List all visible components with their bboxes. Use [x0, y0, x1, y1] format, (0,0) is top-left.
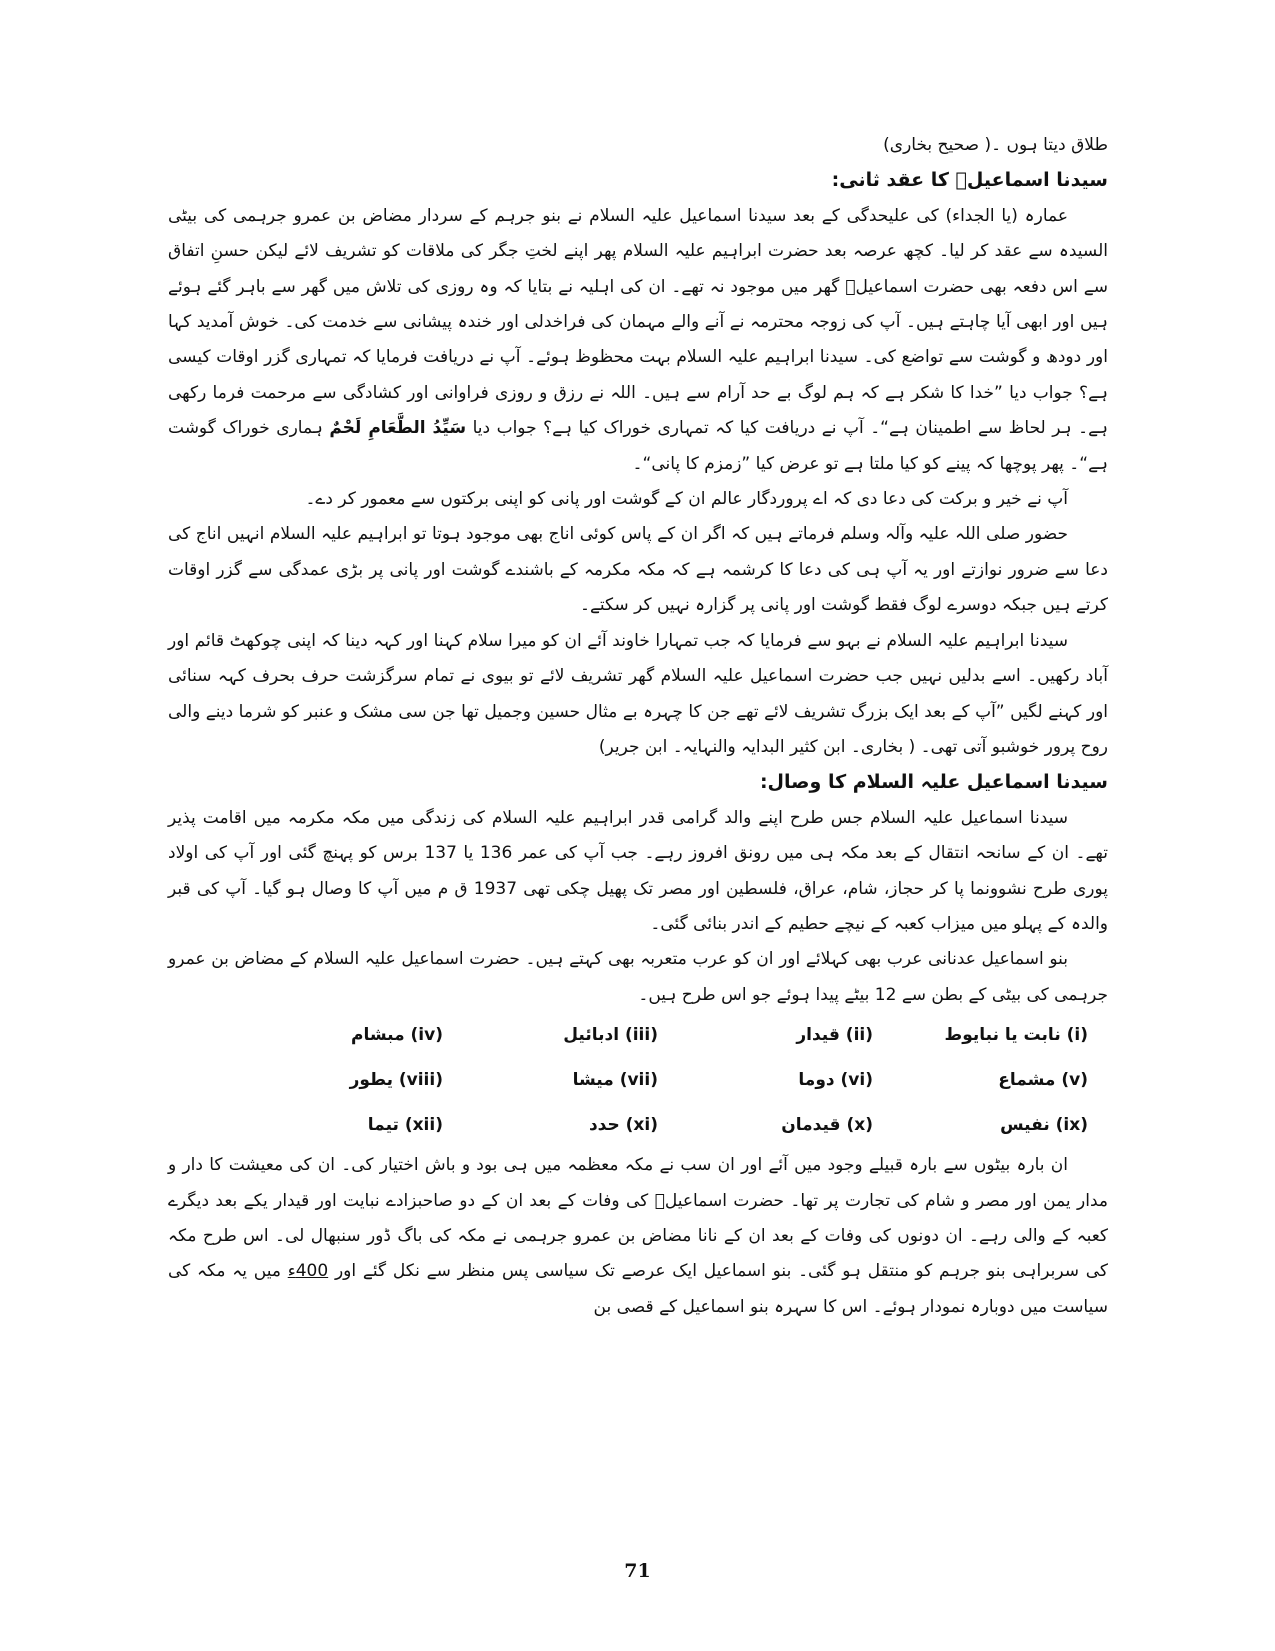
paragraph-blessing: آپ نے خیر و برکت کی دعا دی کہ اے پروردگار عالم ان کے گوشت اور پانی کو اپنی برکتوں سے معمور کر دے۔: [305, 489, 1068, 510]
citation-line: طلاق دیتا ہوں ۔( صحیح بخاری): [883, 135, 1108, 155]
list-item: (i) نابت یا نبایوط: [944, 1025, 1088, 1046]
paragraph-text: برس کو پہنچ گئی اور آپ کی اولاد پوری طرح نشوونما پا کر حجاز، شام، عراق، فلسطین اور مصر تک پھیل چکی تھی: [168, 843, 1109, 899]
year-number: 400ء: [287, 1261, 329, 1282]
paragraph-text: ہماری خوراک گوشت ہے“۔ پھر پوچھا کہ پینے کو کیا ملتا ہے تو عرض کیا ”زمزم کا پانی“۔: [168, 418, 1108, 474]
paragraph-text: عمارہ (یا الجداء) کی علیحدگی کے بعد سیدنا اسماعیل علیہ السلام نے بنو جرہم کے سردار مضاض بن عمرو جرہمی کی بیٹی السیدہ سے عقد کر لیا۔ کچھ عرصہ بعد حضرت ابراہیم علیہ السلام پھر اپنے لختِ جگر کی ملاقات کو تشریف لائے لیکن حسنِ اتفاق سے اس دفعہ بھی حضرت اسماعیلؑ گھر میں موجود نہ تھے۔ ان کی اہلیہ نے بتایا کہ وہ روزی کی تلاش میں گھر سے باہر گئے ہوئے ہیں اور ابھی آیا چاہتے ہیں۔ آپ کی زوجہ محترمہ نے آنے والے مہمان کی فراخدلی اور خندہ پیشانی سے خدمت کی۔ خوش آمدید کہا اور دودھ و گوشت سے تواضع کی۔ سیدنا ابراہیم علیہ السلام بہت محظوظ ہوئے۔ آپ نے دریافت فرمایا کہ تمہاری گزر اوقات کیسی ہے؟ جواب دیا ”خدا کا شکر ہے کہ ہم لوگ بے حد آرام سے ہیں۔ اللہ نے رزق و روزی فراوانی اور کشادگی سے مرحمت فرما رکھی ہے۔ ہر لحاظ سے اطمینان ہے“۔ آپ نے دریافت کیا کہ تمہاری خوراک کیا ہے؟ جواب دیا: [168, 205, 1109, 439]
paragraph-second-marriage: [168, 199, 1108, 482]
page-number: 71: [624, 1560, 651, 1582]
paragraph-text: یا: [456, 843, 480, 864]
paragraph-text: ان بارہ بیٹوں سے بارہ قبیلے وجود میں آئے اور ان سب نے مکہ معظمہ میں ہی بود و باش اختیار کی۔ ان کی معیشت کا دار و مدار یمن اور مصر و شام کی تجارت پر تھا۔ حضرت اسماعیلؑ کی وفات کے بعد ان کے دو صاحبزادے نبایت اور قیدار یکے بعد دیگرے کعبہ کے والی رہے۔ ان دونوں کی وفات کے بعد ان کے نانا مضاض بن عمرو جرہمی نے مکہ کی باگ ڈور سنبھال لی۔ اس طرح مکہ کی سربراہی بنو جرہم کو منتقل ہو گئی۔ بنو اسماعیل ایک عرصے تک سیاسی پس منظر سے نکل گئے اور: [168, 1155, 1109, 1282]
section-heading-second-marriage: سیدنا اسماعیلؑ کا عقد ثانی:: [831, 169, 1108, 192]
list-item: (iv) مبشام: [351, 1025, 443, 1046]
list-item: (ii) قیدار: [796, 1025, 873, 1046]
list-item: (iii) ادبائیل: [563, 1025, 658, 1046]
list-item: (vi) دوما: [798, 1070, 873, 1091]
paragraph-demise: [168, 801, 1108, 943]
sons-list: [168, 1013, 1108, 1148]
paragraph-tribes: [168, 1148, 1108, 1325]
list-item: (v) مشماع: [998, 1070, 1088, 1091]
list-item: (x) قیدمان: [781, 1115, 873, 1136]
age-number: 137: [424, 843, 457, 864]
paragraph-text: بنو اسماعیل عدنانی عرب بھی کہلائے اور ان کو عرب متعربہ بھی کہتے ہیں۔ حضرت اسماعیل علیہ السلام کے مضاض بن عمرو جرہمی کی بیٹی کے بطن سے: [168, 949, 1108, 1005]
section-heading-demise: سیدنا اسماعیل علیہ السلام کا وصال:: [759, 771, 1108, 794]
paragraph-text: بیٹے پیدا ہوئے جو اس طرح ہیں۔: [638, 984, 875, 1005]
list-item: (viii) یطور: [349, 1070, 443, 1091]
paragraph-message: سیدنا ابراہیم علیہ السلام نے بہو سے فرمایا کہ جب تمہارا خاوند آئے ان کو میرا سلام کہنا اور کہہ دینا کہ اپنی چوکھٹ قائم اور آباد رکھیں۔ اسے بدلیں نہیں جب حضرت اسماعیل علیہ السلام گھر تشریف لائے تو بیوی نے تمام سرگزشت حرف بحرف کہہ سنائی اور کہنے لگیں ”آپ کے بعد ایک بزرگ تشریف لائے تھے جن کا چہرہ بے مثال حسین وجمیل تھا جن سی مشک و عنبر کو شرما دینے والی روح پرور خوشبو آتی تھی۔ ( بخاری۔ ابن کثیر البدایہ والنہایہ۔ ابن جریر): [168, 630, 1108, 757]
sons-count: 12: [874, 984, 897, 1005]
page-body: [168, 128, 1108, 1325]
list-item: (xii) تیما: [367, 1115, 443, 1136]
year-number: 1937: [473, 878, 518, 899]
arabic-quote: سَیِّدُ الطَّعَامِ لَحْمٌ: [329, 418, 467, 439]
paragraph-text: ق م میں آپ کا وصال ہو گیا۔ آپ کی قبر والدہ کے پہلو میں میزاب کعبہ کے نیچے حطیم کے اندر بنائی گئی۔: [168, 878, 1108, 934]
list-item: (ix) نفیس: [1000, 1115, 1088, 1136]
paragraph-text: سیدنا اسماعیل علیہ السلام جس طرح اپنے والد گرامی قدر ابراہیم علیہ السلام کی زندگی میں مکہ مکرمہ میں اقامت پذیر تھے۔ ان کے سانحہ انتقال کے بعد مکہ ہی میں رونق افروز رہے۔ جب آپ کی عمر: [168, 807, 1108, 864]
list-item: (vii) میشا: [572, 1070, 658, 1091]
paragraph-text: میں یہ مکہ کی سیاست میں دوبارہ نمودار ہوئے۔ اس کا سہرہ بنو اسماعیل کے قصی بن: [168, 1261, 1108, 1317]
age-number: 136: [479, 843, 513, 864]
list-item: (xi) حدد: [588, 1115, 658, 1136]
paragraph-children: [168, 942, 1108, 1013]
paragraph-hadith: حضور صلی اللہ علیہ وآلہ وسلم فرماتے ہیں کہ اگر ان کے پاس کوئی اناج بھی موجود ہوتا تو ابراہیم علیہ السلام انہیں اناج کی دعا سے ضرور نوازتے اور یہ آپ ہی کی دعا کا کرشمہ ہے کہ مکہ مکرمہ کے باشندے گوشت اور پانی پر بڑی عمدگی سے گزر اوقات کرتے ہیں جبکہ دوسرے لوگ فقط گوشت اور پانی پر گزارہ نہیں کر سکتے۔: [168, 524, 1108, 616]
